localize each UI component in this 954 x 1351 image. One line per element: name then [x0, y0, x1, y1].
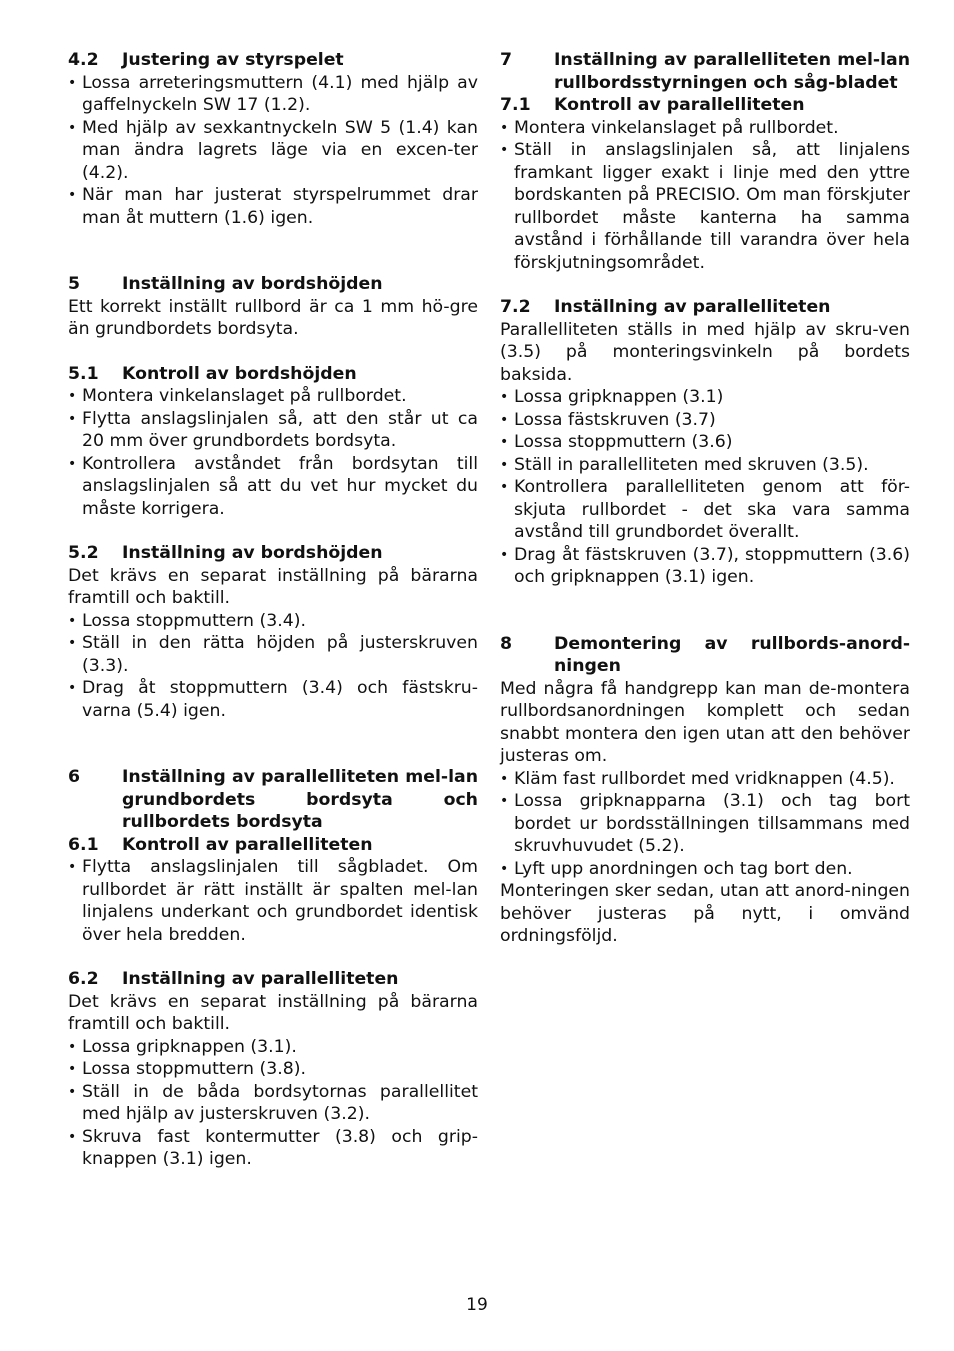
bullet-list [68, 385, 478, 520]
section-number: 7.2 [500, 297, 531, 317]
paragraph: Parallelliteten ställs in med hjälp av skru-ven (3.5) på monteringsvinkeln på bordets baksida. [500, 319, 910, 385]
bullet-list [500, 768, 910, 881]
list-item: • Drag åt fästskruven (3.7), stoppmuttern (3.6) och gripknappen (3.1) igen. [500, 544, 910, 589]
section-title: Kontroll av parallelliteten [554, 95, 805, 115]
list-item: • Flytta anslagslinjalen till sågbladet. Om rullbordet är rätt inställt är spalten mel-lan linjalens underkant och grundbordet identisk över hela bredden. [68, 856, 478, 946]
section-8 [500, 633, 910, 948]
section-title: Inställning av parallelliteten mel-lan grundbordets bordsyta och rullbordets bordsyta [122, 767, 478, 832]
list-item: • Lossa stoppmuttern (3.6) [500, 431, 910, 454]
section-7-1 [500, 94, 910, 274]
bullet-list [68, 72, 478, 230]
list-item: • Montera vinkelanslaget på rullbordet. [68, 385, 478, 408]
section-heading [68, 273, 478, 296]
section-6 [68, 766, 478, 834]
section-heading [500, 296, 910, 319]
list-item: • Ställ in de båda bordsytornas parallellitet med hjälp av justerskruven (3.2). [68, 1081, 478, 1126]
section-heading [68, 542, 478, 565]
section-number: 6.2 [68, 969, 99, 989]
page-number: 19 [466, 1295, 488, 1315]
list-item: • Lossa arreteringsmuttern (4.1) med hjälp av gaffelnyckeln SW 17 (1.2). [68, 72, 478, 117]
section-7 [500, 49, 910, 94]
section-6-1 [68, 834, 478, 947]
section-number: 5 [68, 274, 81, 294]
list-item: • Drag åt stoppmuttern (3.4) och fästskru-varna (5.4) igen. [68, 677, 478, 722]
section-title: Inställning av parallelliteten [554, 297, 831, 317]
section-4-2 [68, 49, 478, 229]
list-item: • Lossa gripknappen (3.1) [500, 386, 910, 409]
section-title: Inställning av parallelliteten mel-lan rullbordsstyrningen och såg-bladet [554, 50, 910, 93]
list-item: • Lossa stoppmuttern (3.4). [68, 610, 478, 633]
section-heading [500, 94, 910, 117]
section-title: Justering av styrspelet [122, 50, 344, 70]
section-number: 5.1 [68, 363, 99, 384]
section-heading [68, 49, 478, 72]
section-number: 4.2 [68, 50, 99, 70]
section-number: 7 [500, 50, 513, 70]
bullet-list [68, 610, 478, 723]
list-item: • Kontrollera avståndet från bordsytan till anslagslinjalen så att du vet hur mycket du måste korrigera. [68, 453, 478, 521]
paragraph: Med några få handgrepp kan man de-montera rullbordsanordningen komplett och sedan snabbt montera den igen utan att den behöver justeras om. [500, 678, 910, 766]
section-title: Inställning av bordshöjden [122, 274, 383, 294]
section-title: Kontroll av parallelliteten [122, 834, 373, 855]
list-item: • Montera vinkelanslaget på rullbordet. [500, 117, 910, 140]
section-number: 7.1 [500, 95, 531, 115]
section-heading [68, 834, 478, 857]
section-heading [500, 633, 910, 678]
list-item: • Ställ in parallelliteten med skruven (3.5). [500, 454, 910, 477]
section-heading [68, 363, 478, 386]
bullet-list [500, 386, 910, 589]
right-column [500, 49, 910, 948]
bullet-list [500, 117, 910, 275]
section-title: Inställning av parallelliteten [122, 969, 399, 989]
section-number: 8 [500, 633, 513, 654]
list-item: • Skruva fast kontermutter (3.8) och grip-knappen (3.1) igen. [68, 1126, 478, 1171]
section-5 [68, 273, 478, 341]
list-item: • Kontrollera parallelliteten genom att för-skjuta rullbordet - det ska vara samma avstånd till grundbordet överallt. [500, 476, 910, 544]
list-item: • Lossa stoppmuttern (3.8). [68, 1058, 478, 1081]
bullet-list [68, 1036, 478, 1171]
section-5-2 [68, 542, 478, 722]
section-title: Kontroll av bordshöjden [122, 363, 357, 384]
list-item: • Med hjälp av sexkantnyckeln SW 5 (1.4) kan man ändra lagrets läge via en excen-ter (4.2). [68, 117, 478, 185]
list-item: • Lyft upp anordningen och tag bort den. [500, 858, 910, 881]
paragraph: Det krävs en separat inställning på bärarna framtill och baktill. [68, 991, 478, 1034]
paragraph: Ett korrekt inställt rullbord är ca 1 mm hö-gre än grundbordets bordsyta. [68, 296, 478, 339]
list-item: • Ställ in anslagslinjalen så, att linjalens framkant ligger exakt i linje med den yttre bordskanten på PRECISIO. Om man förskjuter rullbordet måste kanterna ha samma avstånd i förhållande till varandra över hela förskjutningsområdet. [500, 139, 910, 274]
section-6-2 [68, 968, 478, 1171]
list-item: • Lossa gripknappen (3.1). [68, 1036, 478, 1059]
list-item: • Flytta anslagslinjalen så, att den står ut ca 20 mm över grundbordets bordsyta. [68, 408, 478, 453]
list-item: • När man har justerat styrspelrummet drar man åt muttern (1.6) igen. [68, 184, 478, 229]
bullet-list [68, 856, 478, 946]
section-number: 5.2 [68, 543, 99, 563]
list-item: • Lossa fästskruven (3.7) [500, 409, 910, 432]
paragraph: Monteringen sker sedan, utan att anord-ningen behöver justeras på nytt, i omvänd ordningsföljd. [500, 881, 910, 946]
list-item: • Lossa gripknapparna (3.1) och tag bort bordet ur bordsställningen tillsammans med skruvhuvudet (5.2). [500, 790, 910, 858]
paragraph: Det krävs en separat inställning på bärarna framtill och baktill. [68, 565, 478, 608]
section-title: Inställning av bordshöjden [122, 543, 383, 563]
section-heading [68, 766, 478, 834]
left-column [68, 49, 478, 1171]
list-item: • Ställ in den rätta höjden på justerskruven (3.3). [68, 632, 478, 677]
section-title: Demontering av rullbords-anord-ningen [554, 633, 910, 676]
section-heading [500, 49, 910, 94]
section-7-2 [500, 296, 910, 589]
section-number: 6 [68, 767, 81, 787]
section-heading [68, 968, 478, 991]
section-5-1 [68, 363, 478, 521]
list-item: • Kläm fast rullbordet med vridknappen (4.5). [500, 768, 910, 791]
section-number: 6.1 [68, 834, 99, 855]
